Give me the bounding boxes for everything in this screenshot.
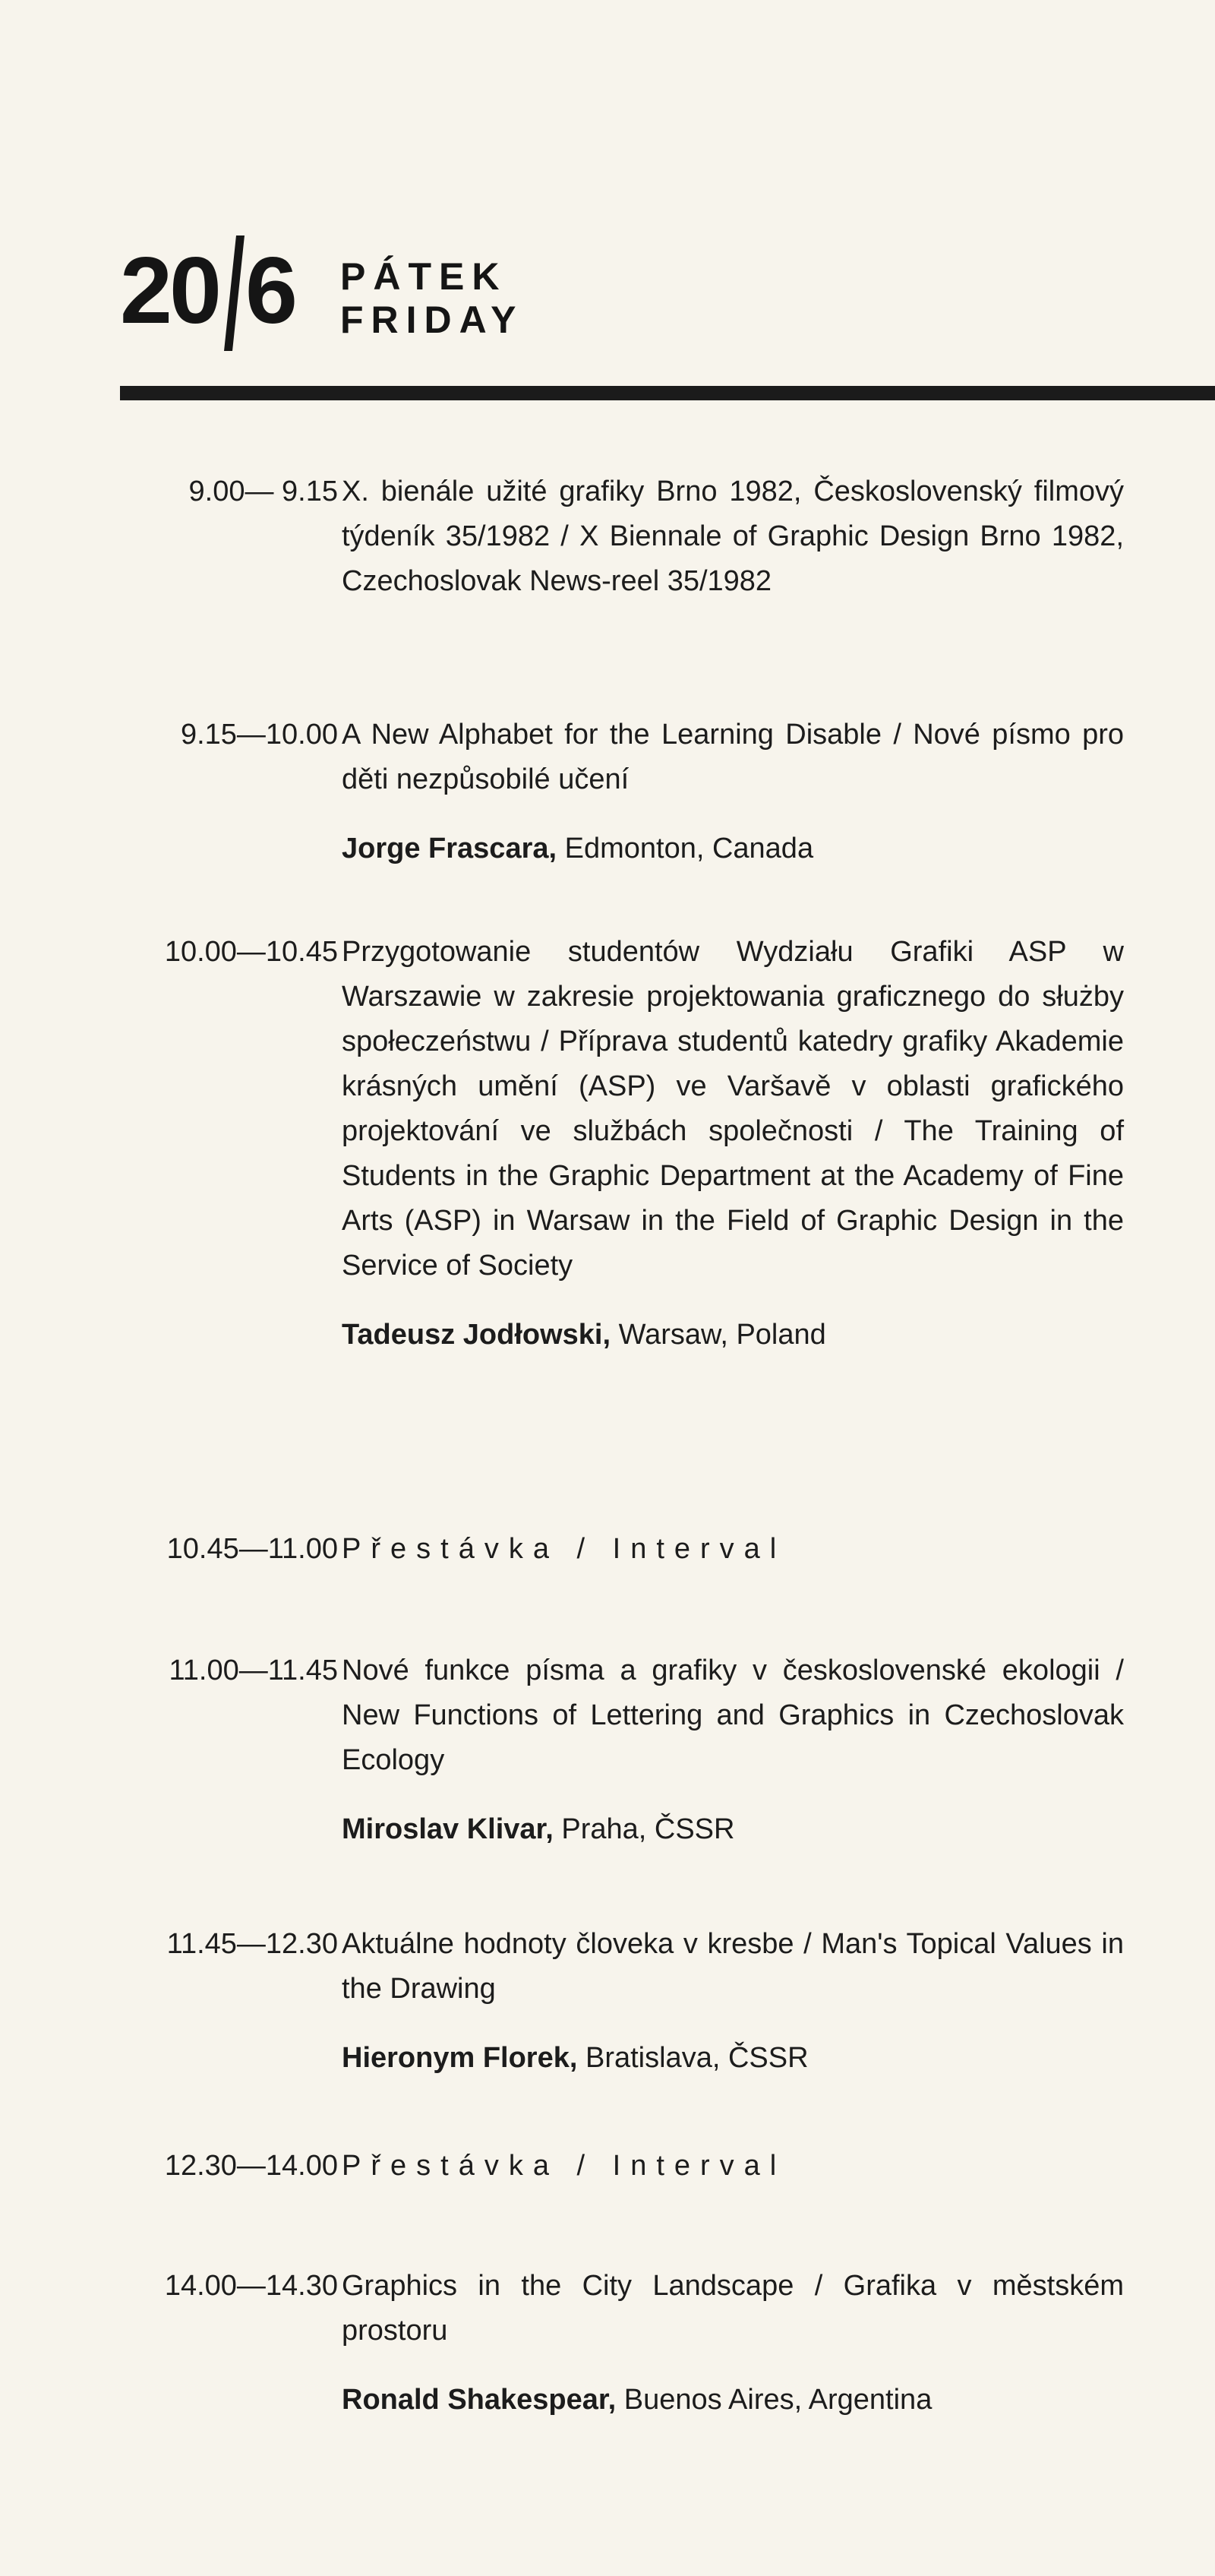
session-title: A New Alphabet for the Learning Disable / Nové písmo pro děti nezpůsobilé učení [342,719,1124,795]
date-slash [224,235,245,351]
date-day-number: 20 [120,239,219,343]
day-name-czech: PÁTEK [340,255,507,298]
time-slot: 10.45—11.00 [166,1533,338,1565]
date-month-number: 6 [245,239,295,343]
speaker-line [342,2378,1124,2423]
session-body [342,1648,1124,1852]
session-body [342,713,1124,871]
header-divider-rule [120,386,1215,400]
session-title: Przygotowanie studentów Wydziału Grafiki ASP w Warszawie w zakresie projektowania graficznego do służby społeczeństwu / Příprava studentů katedry grafiky Akademie krásných umění (ASP) ve Varšavě v oblasti grafického projektování ve službách společnosti / The Training of Students in the Graphic Department at the Academy of Fine Arts (ASP) in Warsaw in the Field of Graphic Design in the Service of Society [342,936,1124,1282]
speaker-place: Buenos Aires, Argentina [623,2384,933,2416]
session-body [342,1527,1124,1572]
speaker-name: Miroslav Klivar, [342,1813,554,1845]
session-body [342,930,1124,1358]
speaker-line [342,827,1124,871]
session-body [342,1922,1124,2081]
speaker-place: Praha, ČSSR [561,1813,735,1845]
speaker-line [342,1313,1124,1358]
session-title: Nové funkce písma a grafiky v československé ekologii / New Functions of Lettering and Graphics in Czechoslovak Ecology [342,1655,1124,1776]
session-body [342,469,1124,604]
session-title: Aktuálne hodnoty človeka v kresbe / Man's Topical Values in the Drawing [342,1928,1124,2005]
speaker-name: Tadeusz Jodłowski, [342,1319,611,1351]
day-name-english: FRIDAY [340,299,524,341]
session-title: Graphics in the City Landscape / Grafika v městském prostoru [342,2270,1124,2347]
session-body [342,2144,1124,2189]
time-slot: 9.15—10.00 [180,719,338,751]
time-slot: 14.00—14.30 [164,2270,338,2302]
speaker-name: Ronald Shakespear, [342,2384,617,2416]
time-slot: 11.00—11.45 [169,1655,338,1686]
day-names [340,255,524,342]
speaker-place: Warsaw, Poland [618,1319,826,1351]
speaker-place: Edmonton, Canada [564,833,814,864]
time-slot: 11.45—12.30 [166,1928,338,1960]
speaker-name: Jorge Frascara, [342,833,557,864]
speaker-line [342,1807,1124,1852]
time-slot: 9.00— 9.15 [188,476,338,507]
speaker-line [342,2036,1124,2081]
session-title: X. bienále užité grafiky Brno 1982, Československý filmový týdeník 35/1982 / X Biennale of Graphic Design Brno 1982, Czechoslovak News-reel 35/1982 [342,476,1124,597]
session-body [342,2264,1124,2423]
time-slot: 10.00—10.45 [164,936,338,968]
speaker-name: Hieronym Florek, [342,2042,578,2074]
interval-title: Přestávka / Interval [342,1533,787,1565]
time-slot: 12.30—14.00 [164,2150,338,2182]
speaker-place: Bratislava, ČSSR [585,2042,809,2074]
interval-title: Přestávka / Interval [342,2150,787,2182]
